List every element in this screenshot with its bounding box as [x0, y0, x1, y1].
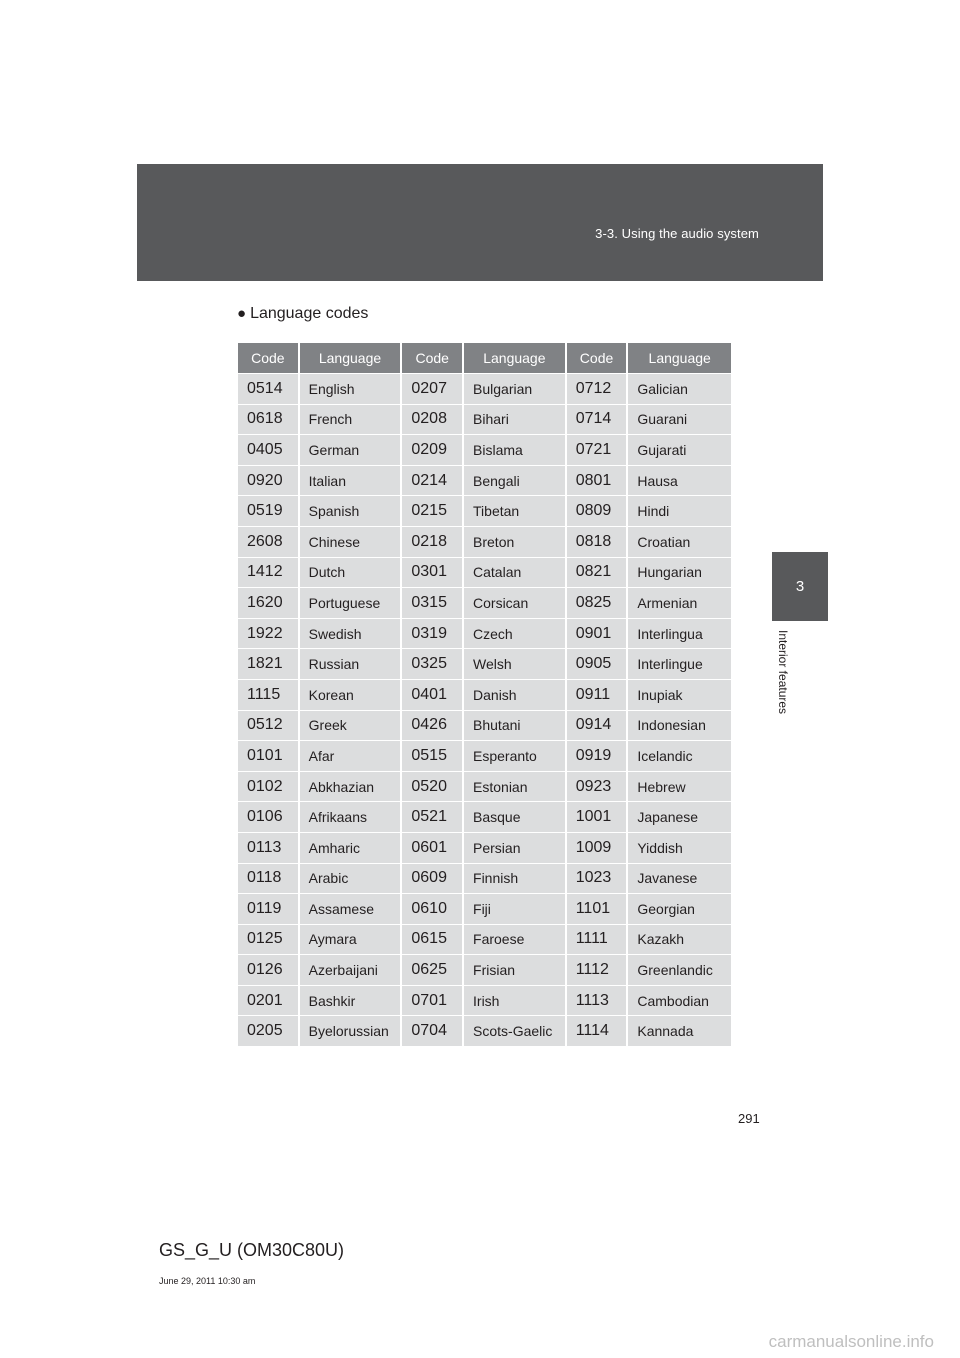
code-cell: 0426	[402, 710, 464, 741]
code-cell: 0207	[402, 373, 464, 404]
language-cell: Hindi	[628, 495, 731, 526]
language-cell: Gujarati	[628, 434, 731, 465]
chapter-name: Interior features	[776, 630, 790, 715]
table-row	[238, 618, 731, 649]
language-cell: Spanish	[300, 495, 403, 526]
table-row	[238, 526, 731, 557]
header-language: Language	[464, 343, 567, 373]
language-cell: Scots-Gaelic	[464, 1015, 567, 1046]
code-cell: 1111	[567, 924, 629, 955]
code-cell: 1001	[567, 801, 629, 832]
language-cell: Amharic	[300, 832, 403, 863]
table-row	[238, 587, 731, 618]
header-language: Language	[628, 343, 731, 373]
watermark: carmanualsonline.info	[768, 1332, 934, 1351]
language-cell: Greenlandic	[628, 954, 731, 985]
header-code: Code	[567, 343, 629, 373]
code-cell: 0809	[567, 495, 629, 526]
code-cell: 0821	[567, 557, 629, 588]
code-cell: 0520	[402, 771, 464, 802]
code-cell: 0601	[402, 832, 464, 863]
language-cell: Catalan	[464, 557, 567, 588]
code-cell: 0514	[238, 373, 300, 404]
language-cell: English	[300, 373, 403, 404]
language-cell: Korean	[300, 679, 403, 710]
table-row	[238, 740, 731, 771]
code-cell: 0521	[402, 801, 464, 832]
list-heading	[237, 305, 368, 323]
code-cell: 0209	[402, 434, 464, 465]
code-cell: 0315	[402, 587, 464, 618]
code-cell: 0512	[238, 710, 300, 741]
code-cell: 0818	[567, 526, 629, 557]
language-cell: Aymara	[300, 924, 403, 955]
language-cell: Czech	[464, 618, 567, 649]
language-cell: Abkhazian	[300, 771, 403, 802]
language-cell: Croatian	[628, 526, 731, 557]
code-cell: 1113	[567, 985, 629, 1016]
language-cell: Georgian	[628, 893, 731, 924]
language-cell: Assamese	[300, 893, 403, 924]
language-cell: Bislama	[464, 434, 567, 465]
code-cell: 0325	[402, 648, 464, 679]
language-cell: Azerbaijani	[300, 954, 403, 985]
code-cell: 1922	[238, 618, 300, 649]
language-cell: Afrikaans	[300, 801, 403, 832]
code-cell: 0901	[567, 618, 629, 649]
code-cell: 0519	[238, 495, 300, 526]
table-row	[238, 710, 731, 741]
code-cell: 0625	[402, 954, 464, 985]
code-cell: 0214	[402, 465, 464, 496]
section-title: 3-3. Using the audio system	[595, 226, 759, 241]
chapter-tab	[772, 552, 828, 621]
code-cell: 0914	[567, 710, 629, 741]
table-row	[238, 985, 731, 1016]
language-cell: Hungarian	[628, 557, 731, 588]
table-row	[238, 495, 731, 526]
code-cell: 0712	[567, 373, 629, 404]
code-cell: 0118	[238, 863, 300, 894]
code-cell: 0215	[402, 495, 464, 526]
language-cell: Tibetan	[464, 495, 567, 526]
code-cell: 0113	[238, 832, 300, 863]
table-row	[238, 648, 731, 679]
table-header-row	[238, 343, 731, 373]
table-row	[238, 771, 731, 802]
code-cell: 0208	[402, 404, 464, 435]
language-cell: Faroese	[464, 924, 567, 955]
code-cell: 1115	[238, 679, 300, 710]
language-cell: Esperanto	[464, 740, 567, 771]
language-cell: Russian	[300, 648, 403, 679]
language-cell: German	[300, 434, 403, 465]
table-row	[238, 557, 731, 588]
table-body	[238, 373, 731, 1046]
code-cell: 0721	[567, 434, 629, 465]
table-row	[238, 1015, 731, 1046]
code-cell: 0701	[402, 985, 464, 1016]
language-cell: Finnish	[464, 863, 567, 894]
language-cell: Byelorussian	[300, 1015, 403, 1046]
table-row	[238, 434, 731, 465]
code-cell: 0801	[567, 465, 629, 496]
language-cell: Persian	[464, 832, 567, 863]
code-cell: 0319	[402, 618, 464, 649]
language-cell: Japanese	[628, 801, 731, 832]
code-cell: 1112	[567, 954, 629, 985]
code-cell: 0218	[402, 526, 464, 557]
code-cell: 0825	[567, 587, 629, 618]
code-cell: 2608	[238, 526, 300, 557]
code-cell: 0609	[402, 863, 464, 894]
header-code: Code	[238, 343, 300, 373]
table-row	[238, 893, 731, 924]
language-cell: Fiji	[464, 893, 567, 924]
code-cell: 0125	[238, 924, 300, 955]
code-cell: 0610	[402, 893, 464, 924]
code-cell: 0905	[567, 648, 629, 679]
code-cell: 1620	[238, 587, 300, 618]
language-cell: Yiddish	[628, 832, 731, 863]
language-cell: French	[300, 404, 403, 435]
language-cell: Bihari	[464, 404, 567, 435]
code-cell: 0201	[238, 985, 300, 1016]
language-cell: Interlingue	[628, 648, 731, 679]
code-cell: 0618	[238, 404, 300, 435]
language-cell: Estonian	[464, 771, 567, 802]
language-cell: Dutch	[300, 557, 403, 588]
language-code-table	[238, 343, 731, 1046]
code-cell: 0205	[238, 1015, 300, 1046]
header-code: Code	[402, 343, 464, 373]
code-cell: 0401	[402, 679, 464, 710]
language-cell: Danish	[464, 679, 567, 710]
code-cell: 0911	[567, 679, 629, 710]
list-heading-text: Language codes	[250, 305, 369, 322]
language-cell: Arabic	[300, 863, 403, 894]
language-cell: Bulgarian	[464, 373, 567, 404]
code-cell: 1009	[567, 832, 629, 863]
table-row	[238, 832, 731, 863]
language-cell: Afar	[300, 740, 403, 771]
header-language: Language	[300, 343, 403, 373]
language-cell: Inupiak	[628, 679, 731, 710]
code-cell: 1821	[238, 648, 300, 679]
language-cell: Kannada	[628, 1015, 731, 1046]
language-cell: Welsh	[464, 648, 567, 679]
bullet-icon: ●	[237, 305, 247, 322]
model-code: GS_G_U (OM30C80U)	[159, 1240, 345, 1260]
code-cell: 1114	[567, 1015, 629, 1046]
language-cell: Galician	[628, 373, 731, 404]
table-row	[238, 465, 731, 496]
code-cell: 0615	[402, 924, 464, 955]
header-band	[137, 164, 823, 281]
code-cell: 0920	[238, 465, 300, 496]
chapter-number: 3	[795, 578, 805, 595]
table-row	[238, 924, 731, 955]
language-cell: Chinese	[300, 526, 403, 557]
language-cell: Javanese	[628, 863, 731, 894]
table-row	[238, 373, 731, 404]
table-row	[238, 404, 731, 435]
language-cell: Icelandic	[628, 740, 731, 771]
code-cell: 0923	[567, 771, 629, 802]
language-cell: Frisian	[464, 954, 567, 985]
code-cell: 0714	[567, 404, 629, 435]
language-cell: Bengali	[464, 465, 567, 496]
code-cell: 1023	[567, 863, 629, 894]
page-number: 291	[738, 1111, 760, 1126]
code-cell: 0119	[238, 893, 300, 924]
language-cell: Portuguese	[300, 587, 403, 618]
language-cell: Italian	[300, 465, 403, 496]
table-row	[238, 954, 731, 985]
table-row	[238, 801, 731, 832]
code-cell: 0101	[238, 740, 300, 771]
code-cell: 0919	[567, 740, 629, 771]
code-cell: 0704	[402, 1015, 464, 1046]
language-cell: Guarani	[628, 404, 731, 435]
language-cell: Irish	[464, 985, 567, 1016]
language-cell: Bashkir	[300, 985, 403, 1016]
language-cell: Kazakh	[628, 924, 731, 955]
code-cell: 0405	[238, 434, 300, 465]
language-cell: Corsican	[464, 587, 567, 618]
language-cell: Armenian	[628, 587, 731, 618]
code-cell: 0515	[402, 740, 464, 771]
code-cell: 1412	[238, 557, 300, 588]
language-cell: Basque	[464, 801, 567, 832]
table-row	[238, 863, 731, 894]
code-cell: 0102	[238, 771, 300, 802]
print-date: June 29, 2011 10:30 am	[159, 1276, 256, 1286]
language-cell: Bhutani	[464, 710, 567, 741]
language-cell: Hebrew	[628, 771, 731, 802]
language-cell: Cambodian	[628, 985, 731, 1016]
language-cell: Swedish	[300, 618, 403, 649]
language-cell: Breton	[464, 526, 567, 557]
language-cell: Hausa	[628, 465, 731, 496]
table-row	[238, 679, 731, 710]
code-cell: 0106	[238, 801, 300, 832]
language-cell: Interlingua	[628, 618, 731, 649]
code-cell: 0126	[238, 954, 300, 985]
language-cell: Greek	[300, 710, 403, 741]
code-cell: 1101	[567, 893, 629, 924]
language-cell: Indonesian	[628, 710, 731, 741]
code-cell: 0301	[402, 557, 464, 588]
